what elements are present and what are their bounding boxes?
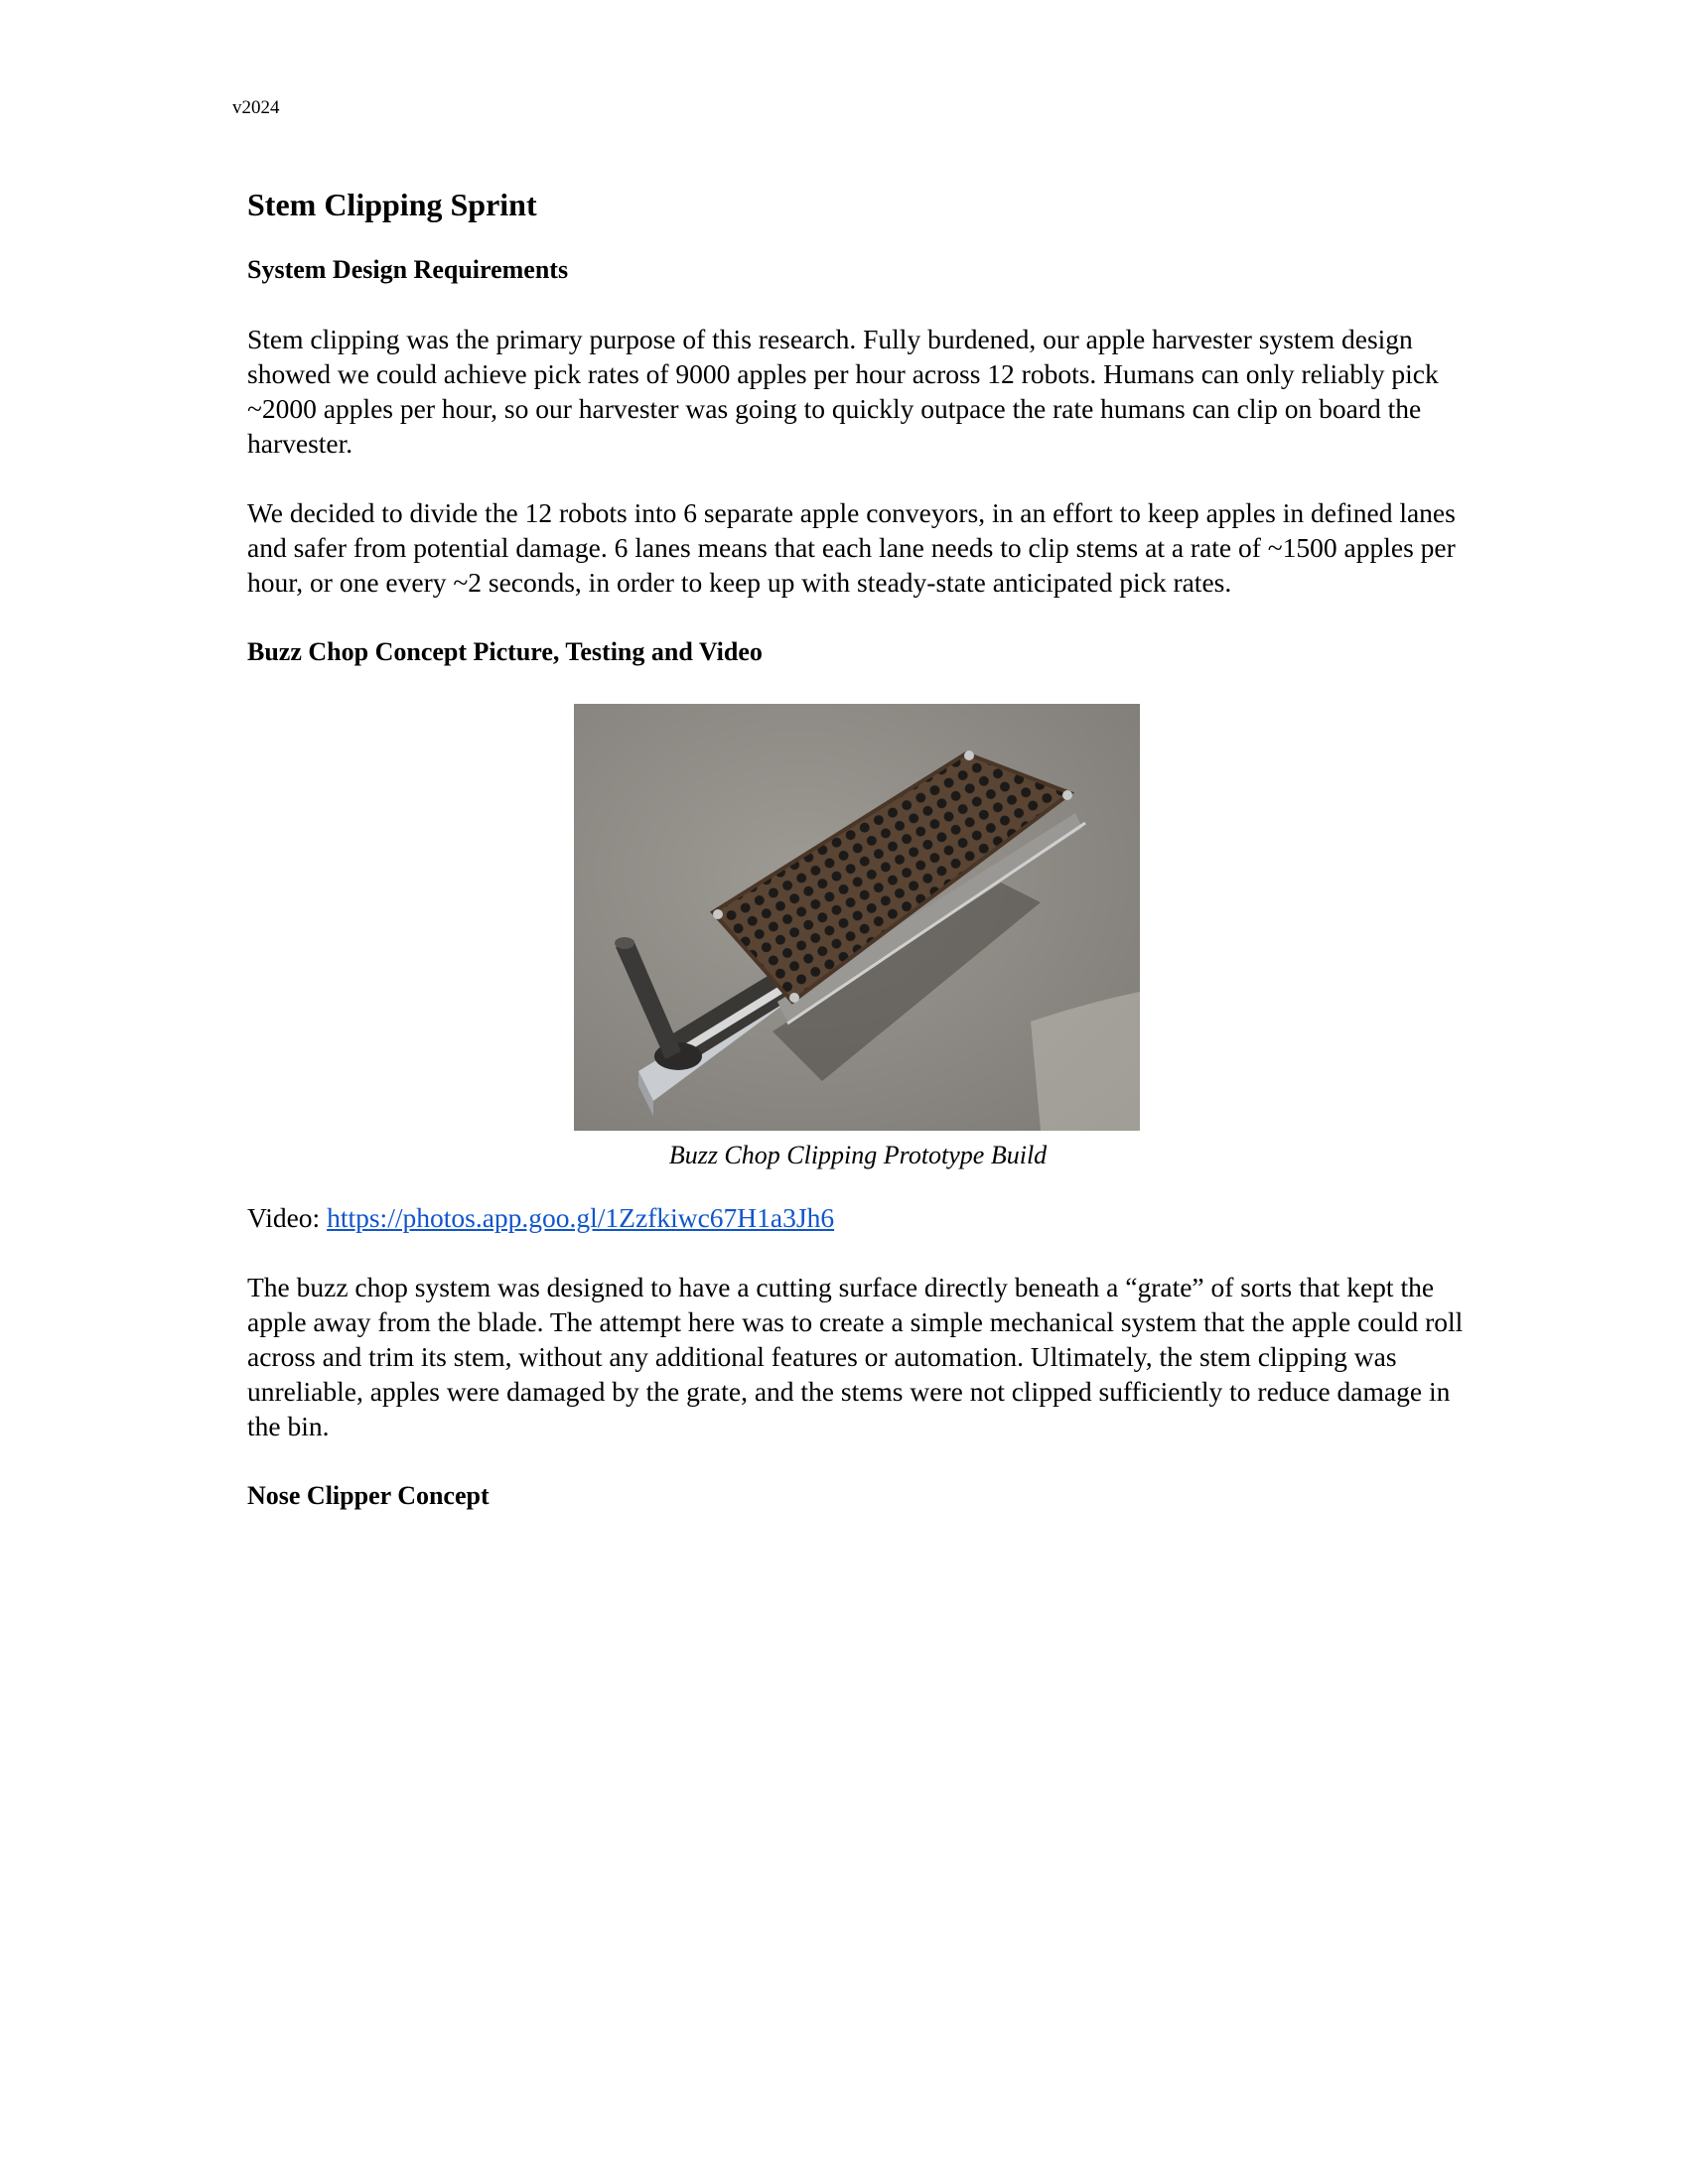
video-line [247, 1200, 1469, 1235]
figure [247, 704, 1469, 1180]
video-label: Video: [247, 1202, 328, 1233]
version-label: v2024 [232, 97, 280, 118]
paragraph: Stem clipping was the primary purpose of this research. Fully burdened, our apple harvester system design showed we could achieve pick rates of 9000 apples per hour across 12 robots. Humans can only reliably pick ~2000 apples per hour, so our harvester was going to quickly outpace the rate humans can clip on board the harvester. [247, 324, 1439, 459]
section-heading-system-design: System Design Requirements [247, 255, 569, 284]
section-heading-buzz-chop: Buzz Chop Concept Picture, Testing and Video [247, 637, 763, 666]
paragraph: The buzz chop system was designed to have a cutting surface directly beneath a “grate” of sorts that kept the apple away from the blade. The attempt here was to create a simple mechanical system that the apple could roll across and trim its stem, without any additional features or automation. Ultimately, the stem clipping was unreliable, apples were damaged by the grate, and the stems were not clipped sufficiently to reduce damage in the bin. [247, 1272, 1464, 1441]
section-heading-nose-clipper: Nose Clipper Concept [247, 1481, 490, 1510]
page-title: Stem Clipping Sprint [247, 187, 537, 222]
video-link[interactable]: https://photos.app.goo.gl/1Zzfkiwc67H1a3Jh6 [327, 1202, 835, 1233]
figure-caption: Buzz Chop Clipping Prototype Build [668, 1141, 1048, 1169]
document-body [247, 183, 1469, 1548]
prototype-photo [574, 704, 1140, 1131]
paragraph: We decided to divide the 12 robots into 6 separate apple conveyors, in an effort to keep apples in defined lanes and safer from potential damage. 6 lanes means that each lane needs to clip stems at a rate of ~1500 apples per hour, or one every ~2 seconds, in order to keep up with steady-state anticipated pick rates. [247, 497, 1456, 598]
